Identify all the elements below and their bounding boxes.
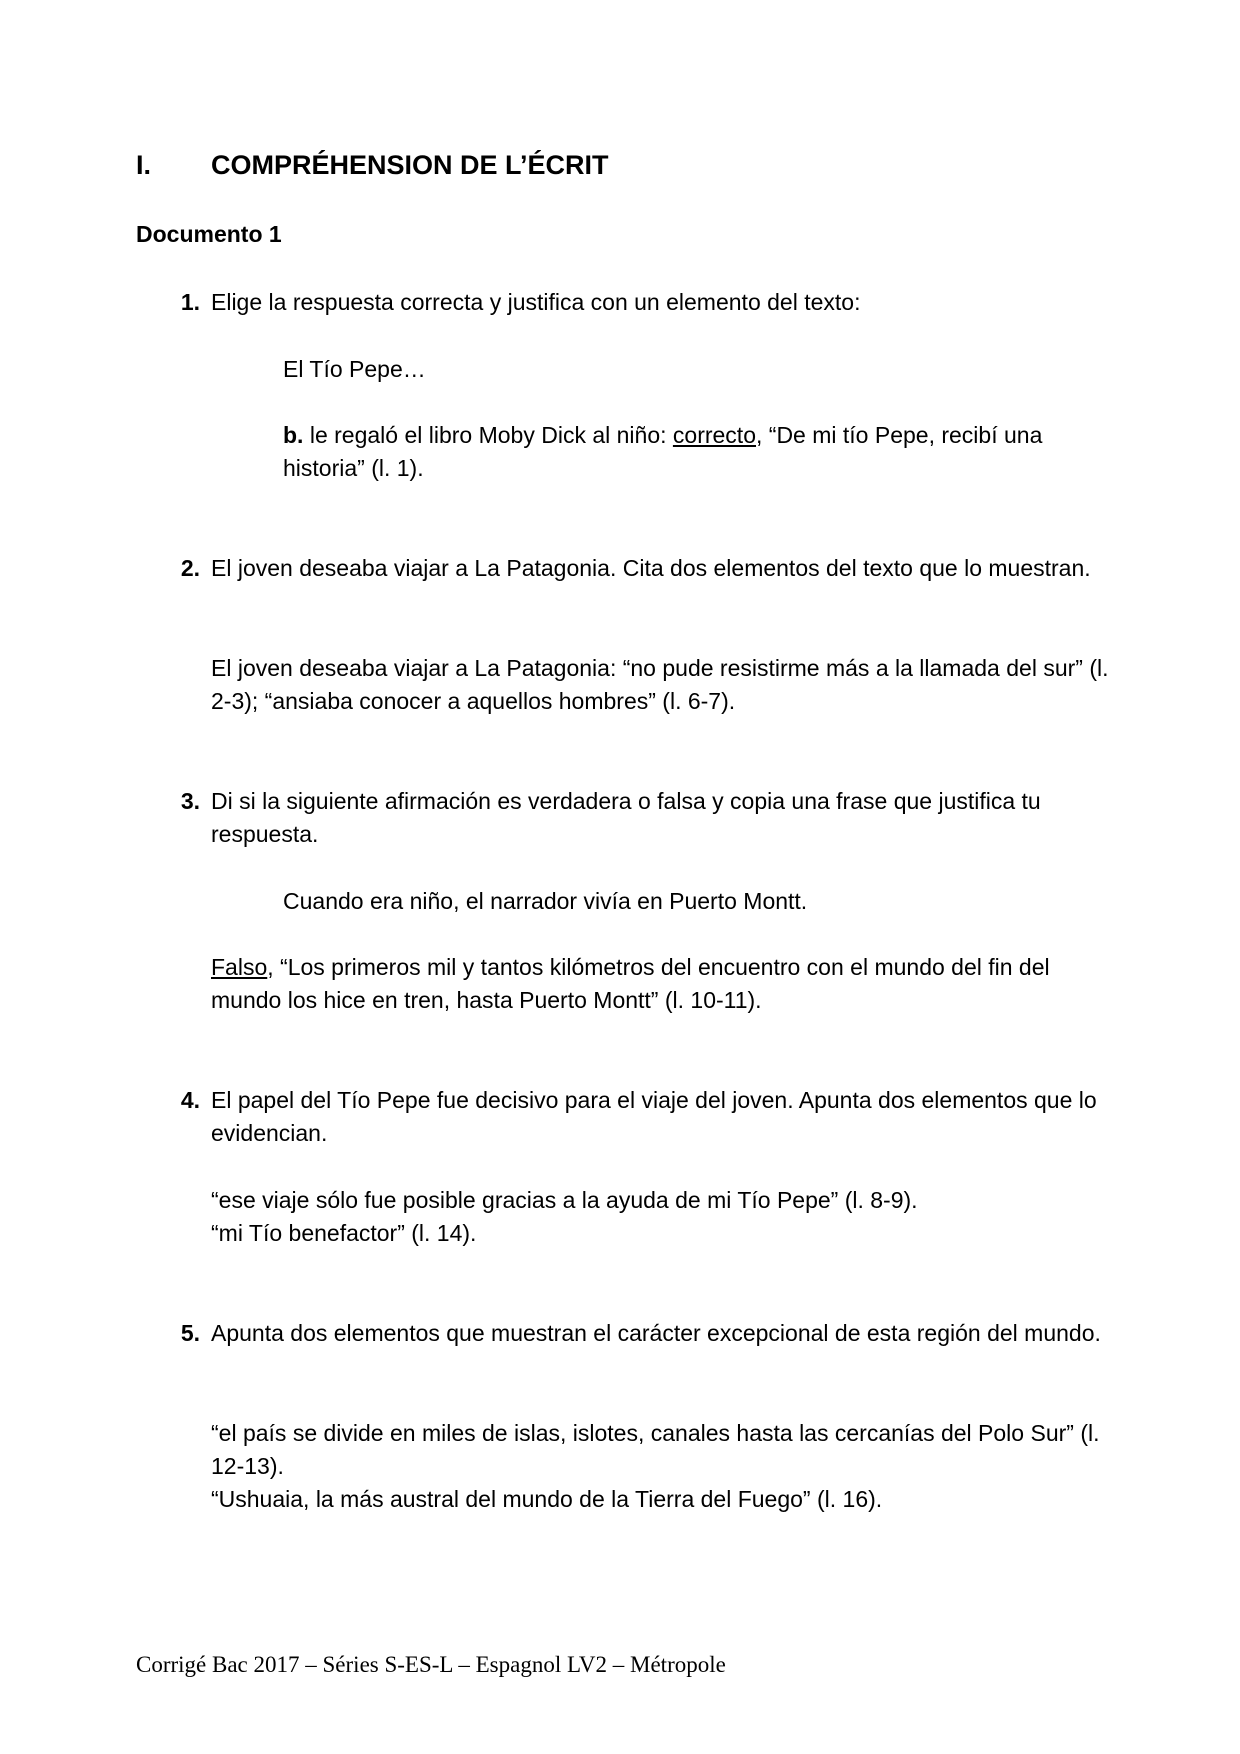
question-5-answer-2: “Ushuaia, la más austral del mundo de la Tierra del Fuego” (l. 16). <box>211 1486 883 1512</box>
answer-quote: , “De mi tío Pepe, recibí una historia” (l. 1). <box>283 422 1043 481</box>
question-4-answer-2: “mi Tío benefactor” (l. 14). <box>211 1220 477 1246</box>
question-1-number: 1. <box>180 289 200 315</box>
question-4-number: 4. <box>180 1087 200 1113</box>
question-3-answer <box>211 951 1111 1017</box>
question-3-number: 3. <box>180 788 200 814</box>
answer-verdict: correcto <box>672 422 756 448</box>
question-4-answer-1: “ese viaje sólo fue posible gracias a la ayuda de mi Tío Pepe” (l. 8-9). <box>211 1187 918 1213</box>
answer-letter: b. <box>283 422 304 448</box>
page-footer: Corrigé Bac 2017 – Séries S-ES-L – Espagnol LV2 – Métropole <box>136 1652 726 1677</box>
question-3-text: Di si la siguiente afirmación es verdadera o falsa y copia una frase que justifica tu respuesta. <box>211 788 1041 847</box>
answer-quote: , “Los primeros mil y tantos kilómetros del encuentro con el mundo del fin del mundo los hice en tren, hasta Puerto Montt” (l. 10-11). <box>211 954 1050 1013</box>
question-1-answer <box>283 419 1103 485</box>
question-3-prompt: Cuando era niño, el narrador vivía en Puerto Montt. <box>283 888 808 914</box>
answer-text: le regaló el libro Moby Dick al niño: <box>303 422 673 448</box>
question-4-text: El papel del Tío Pepe fue decisivo para el viaje del joven. Apunta dos elementos que lo evidencian. <box>211 1087 1097 1146</box>
question-5-number: 5. <box>180 1320 200 1346</box>
answer-verdict: Falso <box>211 954 268 980</box>
question-2-number: 2. <box>180 555 200 581</box>
question-1-text: Elige la respuesta correcta y justifica con un elemento del texto: <box>211 289 861 315</box>
question-5-text: Apunta dos elementos que muestran el carácter excepcional de esta región del mundo. <box>211 1320 1101 1346</box>
question-5-answer-1: “el país se divide en miles de islas, islotes, canales hasta las cercanías del Polo Sur” (l. 12-13). <box>211 1420 1100 1479</box>
question-2-text: El joven deseaba viajar a La Patagonia. Cita dos elementos del texto que lo muestran. <box>211 555 1091 581</box>
section-title: COMPRÉHENSION DE L’ÉCRIT <box>211 150 609 180</box>
question-2-answer: El joven deseaba viajar a La Patagonia: “no pude resistirme más a la llamada del sur” (l. 2-3); “ansiaba conocer a aquellos hombres” (l. 6-7). <box>211 655 1109 714</box>
question-1-prompt: El Tío Pepe… <box>283 356 426 382</box>
section-number: I. <box>136 150 152 180</box>
document-title: Documento 1 <box>136 221 282 247</box>
